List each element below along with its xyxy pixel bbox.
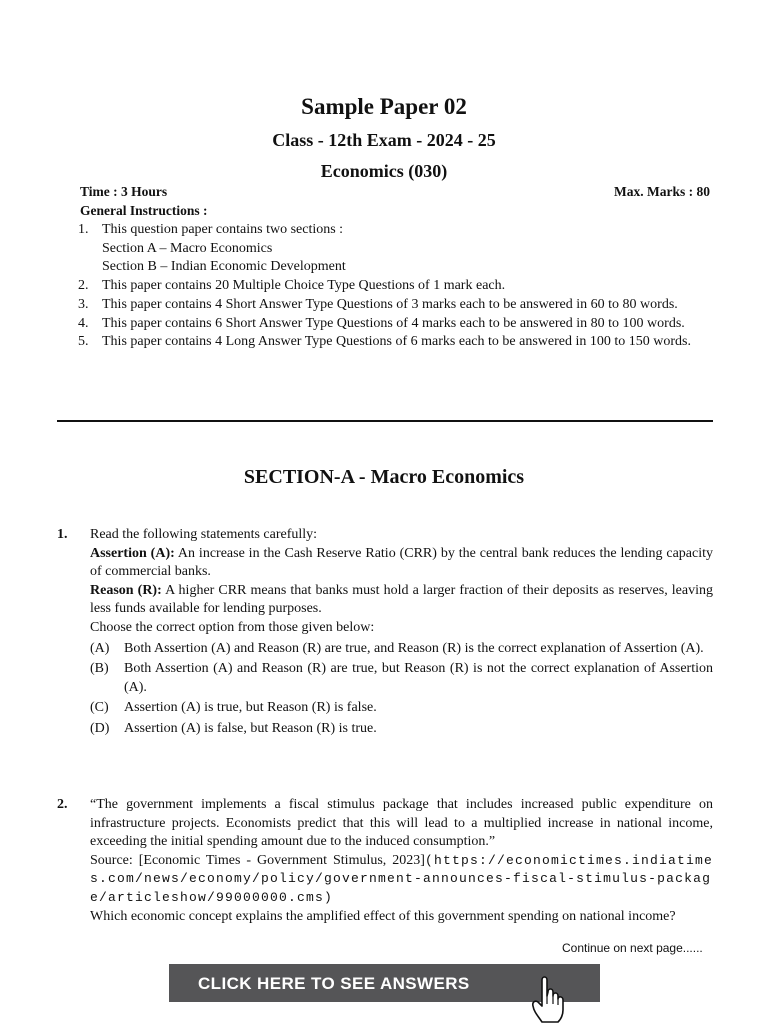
instruction-text: This paper contains 6 Short Answer Type Questions of 4 marks each to be answered in 80 to 100 words. <box>102 315 685 331</box>
instruction-item <box>78 315 714 334</box>
option-item <box>90 699 713 718</box>
question-body <box>90 526 713 638</box>
see-answers-label: CLICK HERE TO SEE ANSWERS <box>198 974 470 993</box>
instruction-number: 5. <box>78 334 89 350</box>
option-text: Assertion (A) is false, but Reason (R) is true. <box>124 720 377 736</box>
continue-note: Continue on next page...... <box>562 941 703 955</box>
instruction-number: 4. <box>78 315 89 331</box>
page-title: Sample Paper 02 <box>301 94 467 119</box>
question-quote: “The government implements a fiscal stimulus package that includes increased public expenditure on infrastructure projects. Economists predict that this will lead to a multiplied increase in national income, exceeding the initial spending amount due to the induced consumption.” <box>90 797 713 850</box>
option-item <box>90 720 713 739</box>
time-label: Time : 3 Hours <box>80 184 168 199</box>
question-1 <box>57 526 713 739</box>
instruction-text: This paper contains 4 Long Answer Type Questions of 6 marks each to be answered in 100 to 150 words. <box>102 334 691 350</box>
instruction-item <box>78 221 714 277</box>
question-number: 2. <box>57 797 68 812</box>
instruction-item <box>78 277 714 296</box>
instruction-item <box>78 333 714 352</box>
option-letter: (D) <box>90 720 110 736</box>
section-heading: SECTION-A - Macro Economics <box>243 466 525 488</box>
instruction-item <box>78 296 714 315</box>
assertion-label: Assertion (A): <box>90 545 175 561</box>
instruction-number: 1. <box>78 222 89 237</box>
option-item <box>90 640 713 659</box>
option-text: Assertion (A) is true, but Reason (R) is false. <box>124 700 377 716</box>
exam-meta <box>80 184 710 200</box>
option-letter: (B) <box>90 661 109 677</box>
option-text: Both Assertion (A) and Reason (R) are true, and Reason (R) is the correct explanation of Assertion (A). <box>124 640 704 656</box>
assertion-text: An increase in the Cash Reserve Ratio (CRR) by the central bank reduces the lending capacity of commercial banks. <box>90 545 714 580</box>
instruction-text: This paper contains 4 Short Answer Type Questions of 3 marks each to be answered in 60 to 80 words. <box>102 296 678 312</box>
instruction-subitem: Section A – Macro Economics <box>102 240 273 256</box>
instruction-text: This paper contains 20 Multiple Choice Type Questions of 1 mark each. <box>102 278 506 294</box>
reason-label: Reason (R): <box>90 582 162 598</box>
exam-subtitle: Class - 12th Exam - 2024 - 25 <box>272 130 496 150</box>
question-text: Which economic concept explains the amplified effect of this government spending on national income? <box>90 908 676 924</box>
instructions-list <box>78 221 714 352</box>
options-list <box>90 640 713 739</box>
max-marks-label: Max. Marks : 80 <box>614 184 710 199</box>
assertion-statement <box>90 545 713 582</box>
option-letter: (C) <box>90 700 109 716</box>
instruction-subitem: Section B – Indian Economic Development <box>102 259 346 275</box>
instruction-number: 3. <box>78 296 89 312</box>
choose-instruction: Choose the correct option from those given below: <box>90 619 375 635</box>
option-item <box>90 660 713 697</box>
subject-title: Economics (030) <box>320 161 448 181</box>
instruction-number: 2. <box>78 278 89 294</box>
reason-statement <box>90 582 713 619</box>
question-body <box>90 796 713 926</box>
question-number: 1. <box>57 527 68 542</box>
source-prefix: Source: [Economic Times - Government Stimulus, 2023] <box>90 852 425 868</box>
horizontal-divider <box>57 420 713 422</box>
question-intro: Read the following statements carefully: <box>90 527 318 542</box>
pointing-hand-icon <box>528 972 572 1024</box>
instruction-text: This question paper contains two sections : <box>102 222 344 237</box>
option-letter: (A) <box>90 640 110 656</box>
source-link[interactable]: (https://economictimes.indiatimes.com/news/economy/policy/government-announces-fiscal-stimulus-package/articleshow/99000000.cms) <box>90 852 713 905</box>
question-2 <box>57 796 713 926</box>
general-instructions-heading: General Instructions : <box>80 203 208 218</box>
question-source <box>90 852 713 908</box>
reason-text: A higher CRR means that banks must hold a larger fraction of their deposits as reserves, leaving less funds available for lending purposes. <box>90 582 714 617</box>
option-text: Both Assertion (A) and Reason (R) are true, but Reason (R) is not the correct explanation of Assertion (A). <box>124 661 713 695</box>
